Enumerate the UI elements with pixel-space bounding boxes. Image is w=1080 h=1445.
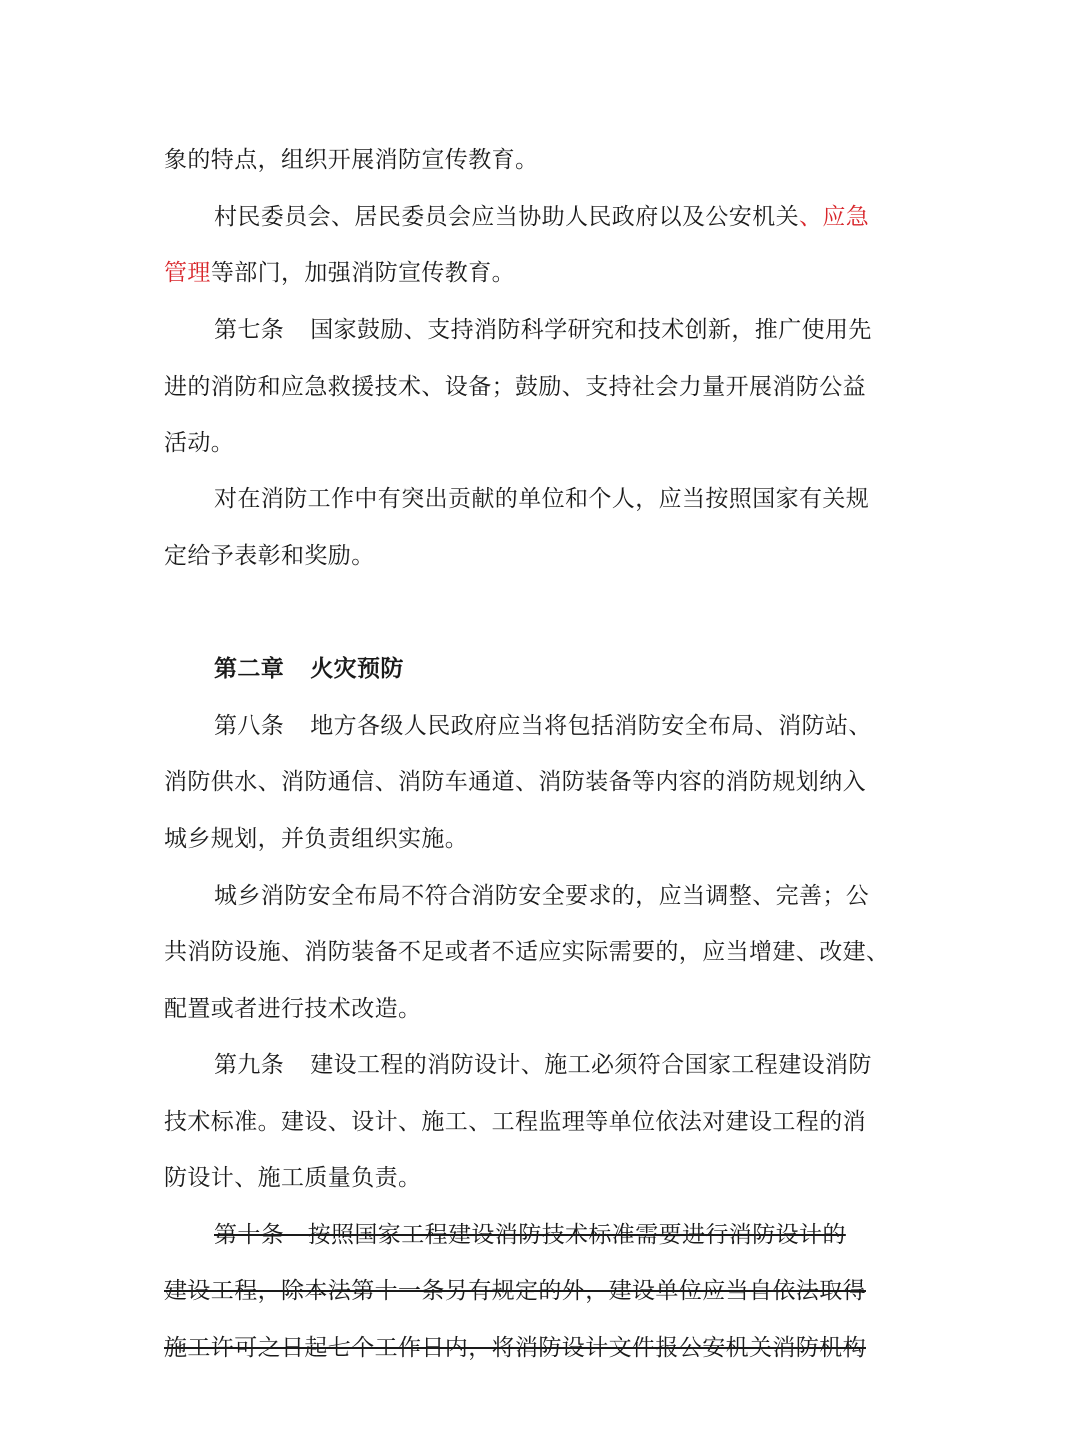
text-span: 建设工程的消防设计、施工必须符合国家工程建设消防: [310, 1052, 872, 1078]
text-span: 等部门，加强消防宣传教育。: [210, 260, 516, 286]
chapter-heading: [214, 652, 924, 686]
paragraph-line: 配置或者进行技术改造。: [164, 996, 422, 1022]
paragraph-line: [164, 256, 924, 290]
amended-text-added: 、应急: [799, 204, 870, 230]
chapter-label: 第二章: [214, 655, 285, 682]
article-label: 第九条: [214, 1052, 285, 1078]
paragraph-line: 城乡规划，并负责组织实施。: [164, 826, 469, 852]
paragraph-line: 防设计、施工质量负责。: [164, 1165, 422, 1191]
paragraph-line: 活动。: [164, 430, 235, 456]
text-span: 国家鼓励、支持消防科学研究和技术创新，推广使用先: [310, 317, 872, 343]
article-8-line: [214, 709, 924, 743]
text-span: 村民委员会、居民委员会应当协助人民政府以及公安机关: [214, 204, 799, 230]
text-span: 地方各级人民政府应当将包括消防安全布局、消防站、: [310, 713, 872, 739]
article-label: 第八条: [214, 713, 285, 739]
amended-text-added: 管理: [164, 260, 211, 286]
paragraph-line: 技术标准。建设、设计、施工、工程监理等单位依法对建设工程的消: [164, 1109, 866, 1135]
paragraph-line: 消防供水、消防通信、消防车通道、消防装备等内容的消防规划纳入: [164, 769, 866, 795]
paragraph-line: 共消防设施、消防装备不足或者不适应实际需要的，应当增建、改建、: [164, 939, 890, 965]
paragraph-line: 进的消防和应急救援技术、设备；鼓励、支持社会力量开展消防公益: [164, 374, 866, 400]
deleted-article-line: 第十条 按照国家工程建设消防技术标准需要进行消防设计的: [214, 1222, 846, 1248]
deleted-article-line: 施工许可之日起七个工作日内，将消防设计文件报公安机关消防机构: [164, 1335, 866, 1361]
paragraph-line: [214, 200, 924, 234]
paragraph-line: 城乡消防安全布局不符合消防安全要求的，应当调整、完善；公: [214, 883, 870, 909]
article-7-line: [214, 313, 924, 347]
deleted-article-line: 建设工程，除本法第十一条另有规定的外，建设单位应当自依法取得: [164, 1278, 866, 1304]
chapter-title: 火灾预防: [310, 655, 404, 682]
paragraph-line: 对在消防工作中有突出贡献的单位和个人，应当按照国家有关规: [214, 486, 870, 512]
article-label: 第七条: [214, 317, 285, 343]
article-9-line: [214, 1048, 924, 1082]
paragraph-line: 定给予表彰和奖励。: [164, 543, 375, 569]
paragraph-line: 象的特点，组织开展消防宣传教育。: [164, 147, 539, 173]
